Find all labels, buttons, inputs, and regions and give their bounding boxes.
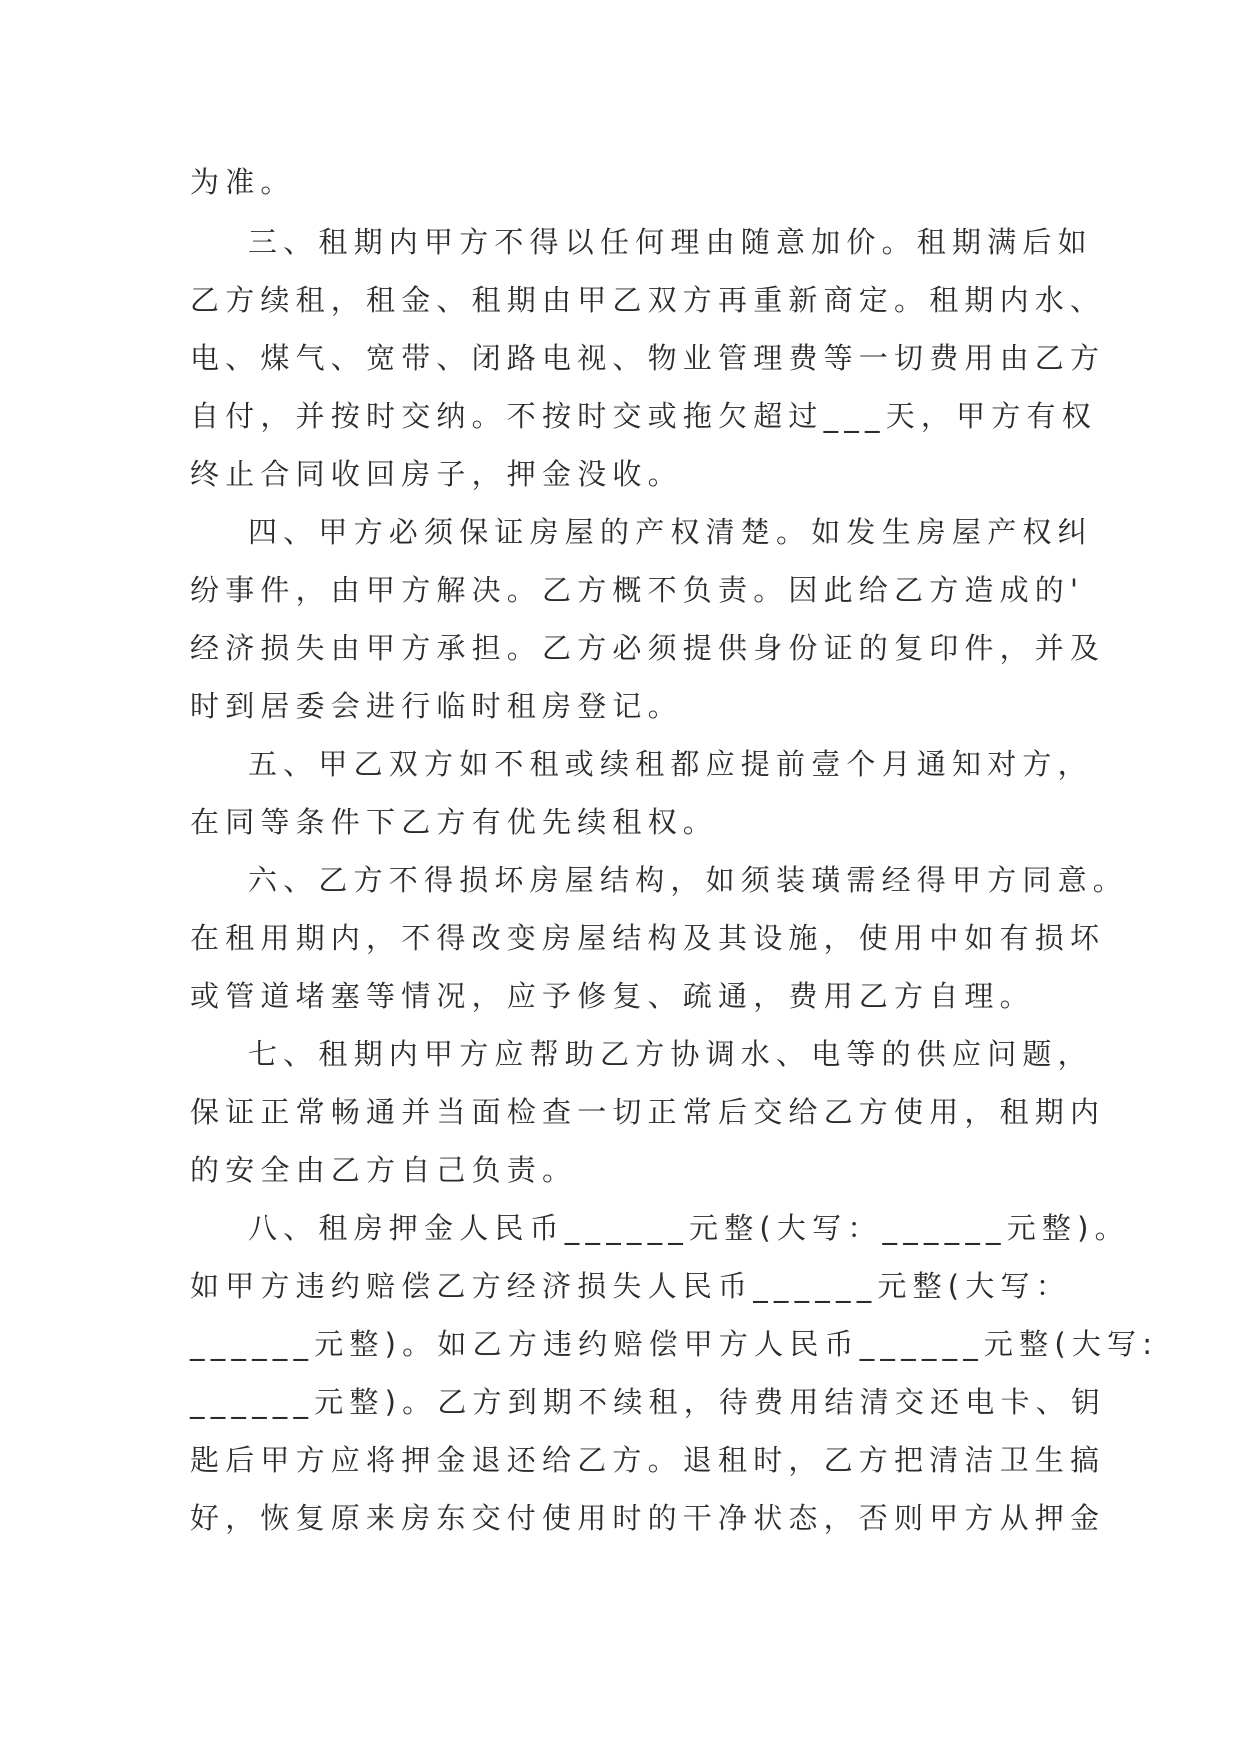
- text-line: 在同等条件下乙方有优先续租权。: [190, 805, 719, 839]
- clause-8-start: 八、租房押金人民币______元整(大写：______元整)。: [248, 1211, 1130, 1245]
- text-line: 自付，并按时交纳。不按时交或拖欠超过___天，甲方有权: [190, 399, 1097, 433]
- text-line: 经济损失由甲方承担。乙方必须提供身份证的复印件，并及: [190, 631, 1106, 665]
- text-line: ______元整)。如乙方违约赔偿甲方人民币______元整(大写:: [190, 1327, 1159, 1361]
- text-line: 好，恢复原来房东交付使用时的干净状态，否则甲方从押金: [190, 1501, 1106, 1535]
- text-line: 为准。: [190, 165, 296, 199]
- text-line: ______元整)。乙方到期不续租，待费用结清交还电卡、钥: [190, 1385, 1107, 1419]
- clause-7-start: 七、租期内甲方应帮助乙方协调水、电等的供应问题，: [248, 1037, 1093, 1071]
- clause-5-start: 五、甲乙双方如不租或续租都应提前壹个月通知对方，: [248, 747, 1093, 781]
- text-line: 纷事件，由甲方解决。乙方概不负责。因此给乙方造成的': [190, 573, 1085, 607]
- text-line: 或管道堵塞等情况，应予修复、疏通，费用乙方自理。: [190, 979, 1035, 1013]
- text-line: 匙后甲方应将押金退还给乙方。退租时，乙方把清洁卫生搞: [190, 1443, 1106, 1477]
- text-line: 乙方续租，租金、租期由甲乙双方再重新商定。租期内水、: [190, 283, 1106, 317]
- clause-3-start: 三、租期内甲方不得以任何理由随意加价。租期满后如: [248, 225, 1093, 259]
- text-line: 如甲方违约赔偿乙方经济损失人民币______元整(大写：: [190, 1269, 1071, 1303]
- clause-6-start: 六、乙方不得损坏房屋结构，如须装璜需经得甲方同意。: [248, 863, 1129, 897]
- text-line: 在租用期内，不得改变房屋结构及其设施，使用中如有损坏: [190, 921, 1106, 955]
- text-line: 保证正常畅通并当面检查一切正常后交给乙方使用，租期内: [190, 1095, 1106, 1129]
- text-line: 的安全由乙方自己负责。: [190, 1153, 578, 1187]
- text-line: 电、煤气、宽带、闭路电视、物业管理费等一切费用由乙方: [190, 341, 1106, 375]
- text-line: 时到居委会进行临时租房登记。: [190, 689, 683, 723]
- text-line: 终止合同收回房子，押金没收。: [190, 457, 683, 491]
- clause-4-start: 四、甲方必须保证房屋的产权清楚。如发生房屋产权纠: [248, 515, 1093, 549]
